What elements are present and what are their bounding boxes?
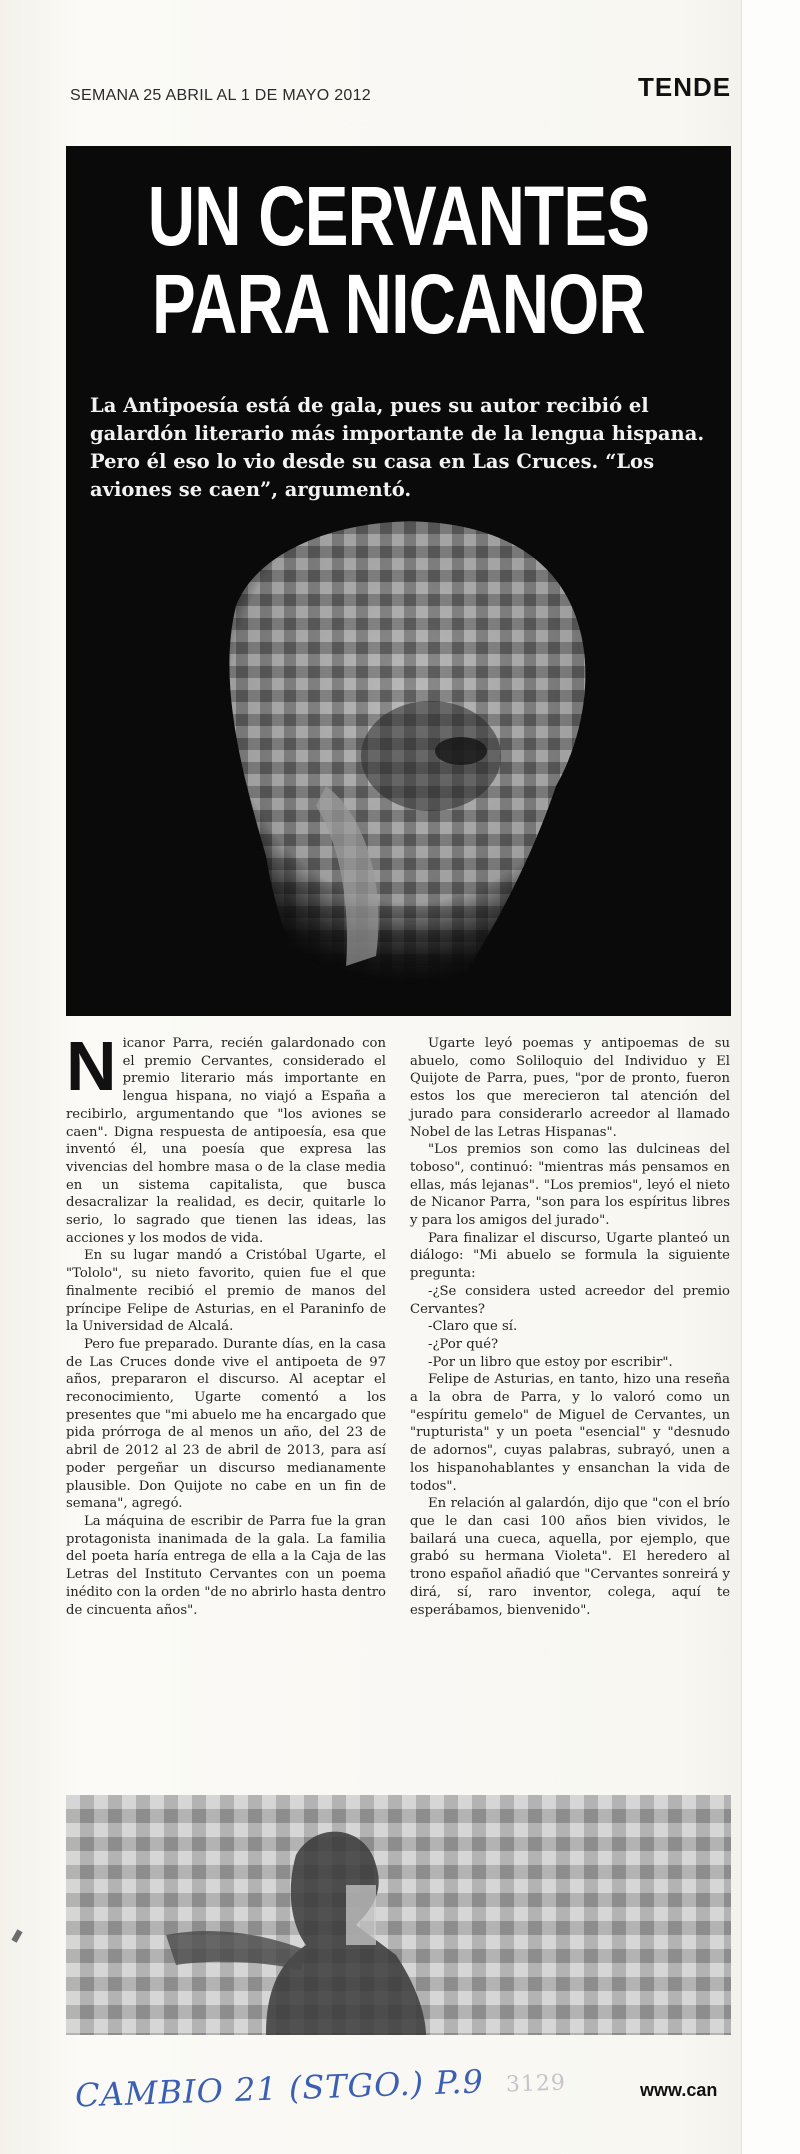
bottom-photo bbox=[66, 1795, 731, 2035]
dropcap: N bbox=[66, 1027, 117, 1105]
handwritten-text: CAMBIO 21 (STGO.) P.9 bbox=[74, 2062, 485, 2115]
hero-image-block bbox=[66, 146, 731, 1016]
article-deck: La Antipoesía está de gala, pues su autor recibió el galardón literario más importante de la lengua hispana. Pero él eso lo vio desde su casa en Las Cruces. “Los aviones se caen”, argumentó. bbox=[90, 394, 705, 501]
faint-stamp-number: 3129 bbox=[505, 2070, 567, 2098]
paragraph bbox=[66, 1027, 386, 1247]
paragraph: Para finalizar el discurso, Ugarte planteó un diálogo: "Mi abuelo se formula la siguiente pregunta: bbox=[410, 1230, 730, 1282]
paragraph: En su lugar mandó a Cristóbal Ugarte, el "Tololo", su nieto favorito, quien fue el que finalmente recibió el premio de manos del príncipe Felipe de Asturias, en el Paraninfo de la Universidad de Alcalá. bbox=[66, 1248, 386, 1335]
dialogue-line: -¿Por qué? bbox=[428, 1336, 499, 1352]
dialogue-line: -Por un libro que estoy por escribir". bbox=[428, 1354, 673, 1370]
section-tag: TENDE bbox=[638, 72, 732, 102]
dateline: SEMANA 25 ABRIL AL 1 DE MAYO 2012 bbox=[70, 87, 372, 104]
paragraph: Pero fue preparado. Durante días, en la casa de Las Cruces donde vive el antipoeta de 97 años, prepararon el discurso. Al aceptar el reconocimiento, Ugarte comentó a los presentes que "mi abuelo me ha encargado que pida prórroga de al menos un año, del 23 de abril de 2012 al 23 de abril de 2013, para así poder pergeñar un discurso medianamente plausible. Don Quijote no cabe en un fin de semana", agregó. bbox=[66, 1336, 386, 1512]
paragraph: Ugarte leyó poemas y antipoemas de su abuelo, como Soliloquio del Individuo y El Quijote de Parra, pues, "por de pronto, fueron estos los que merecieron tal atención del jurado para considerarlo acreedor al llamado Nobel de las Letras Hispanas". bbox=[410, 1036, 730, 1140]
headline-line-2: PARA NICANOR bbox=[152, 257, 645, 351]
dialogue-line: -Claro que sí. bbox=[428, 1319, 518, 1335]
page-edge-strip bbox=[741, 0, 800, 2154]
headline-line-1: UN CERVANTES bbox=[147, 169, 650, 263]
pixelated-portrait-image bbox=[176, 486, 646, 1016]
paragraph: La máquina de escribir de Parra fue la gran protagonista inanimada de la gala. La familia del poeta haría entrega de ella a la Caja de las Letras del Instituto Cervantes con un poema inédito con la orden "de no abrirlo hasta dentro de cincuenta años". bbox=[66, 1513, 386, 1618]
pixelated-photo-image bbox=[66, 1795, 731, 2035]
paragraph: En relación al galardón, dijo que "con el brío que le dan casi 100 años bien vividos, le bailará una cueca, aquella, por ejemplo, que grabó su hermana Violeta". El heredero al trono español añadió que "Cervantes sonreirá y dirá, sí, raro inventor, colega, aquí te esperábamos, bienvenido". bbox=[410, 1496, 730, 1618]
paragraph: Felipe de Asturias, en tanto, hizo una reseña a la obra de Parra, y lo valoró como un "espíritu gemelo" de Miguel de Cervantes, un "rupturista" y un poeta "esencial" y "desnudo de adornos", cuyas palabras, subrayó, unen a los hispanohablantes y ensanchan la vida de todos". bbox=[410, 1372, 730, 1494]
article-column-right bbox=[410, 1035, 730, 1619]
paragraph: "Los premios son como las dulcineas del toboso", continuó: "mientras más pensamos en ellas, más lejanas". "Los premios", leyó el nieto de Nicanor Parra, "son para los espíritus libres y para los amigos del jurado". bbox=[410, 1142, 730, 1229]
dialogue-line: -¿Se considera usted acreedor del premio Cervantes? bbox=[410, 1283, 730, 1317]
website-url: www.can bbox=[640, 2080, 718, 2100]
scan-mark bbox=[11, 1929, 22, 1942]
handwritten-source-note bbox=[74, 2059, 566, 2114]
headline bbox=[139, 169, 658, 351]
paragraph-text: icanor Parra, recién galardonado con el premio Cervantes, considerado el premio literario más importante en lengua hispana, no viajó a España a recibirlo, argumentando que "los aviones se caen". Digna respuesta de antipoesía, esa que inventó él, una poesía que expresa las vivencias del hombre masa o de la clase media en un sistema capitalista, que busca desacralizar la realidad, es decir, quitarle lo serio, lo sagrado que tienen las ideas, las acciones y los modos de vida. bbox=[66, 1036, 386, 1246]
article-column-left bbox=[66, 1027, 386, 1619]
